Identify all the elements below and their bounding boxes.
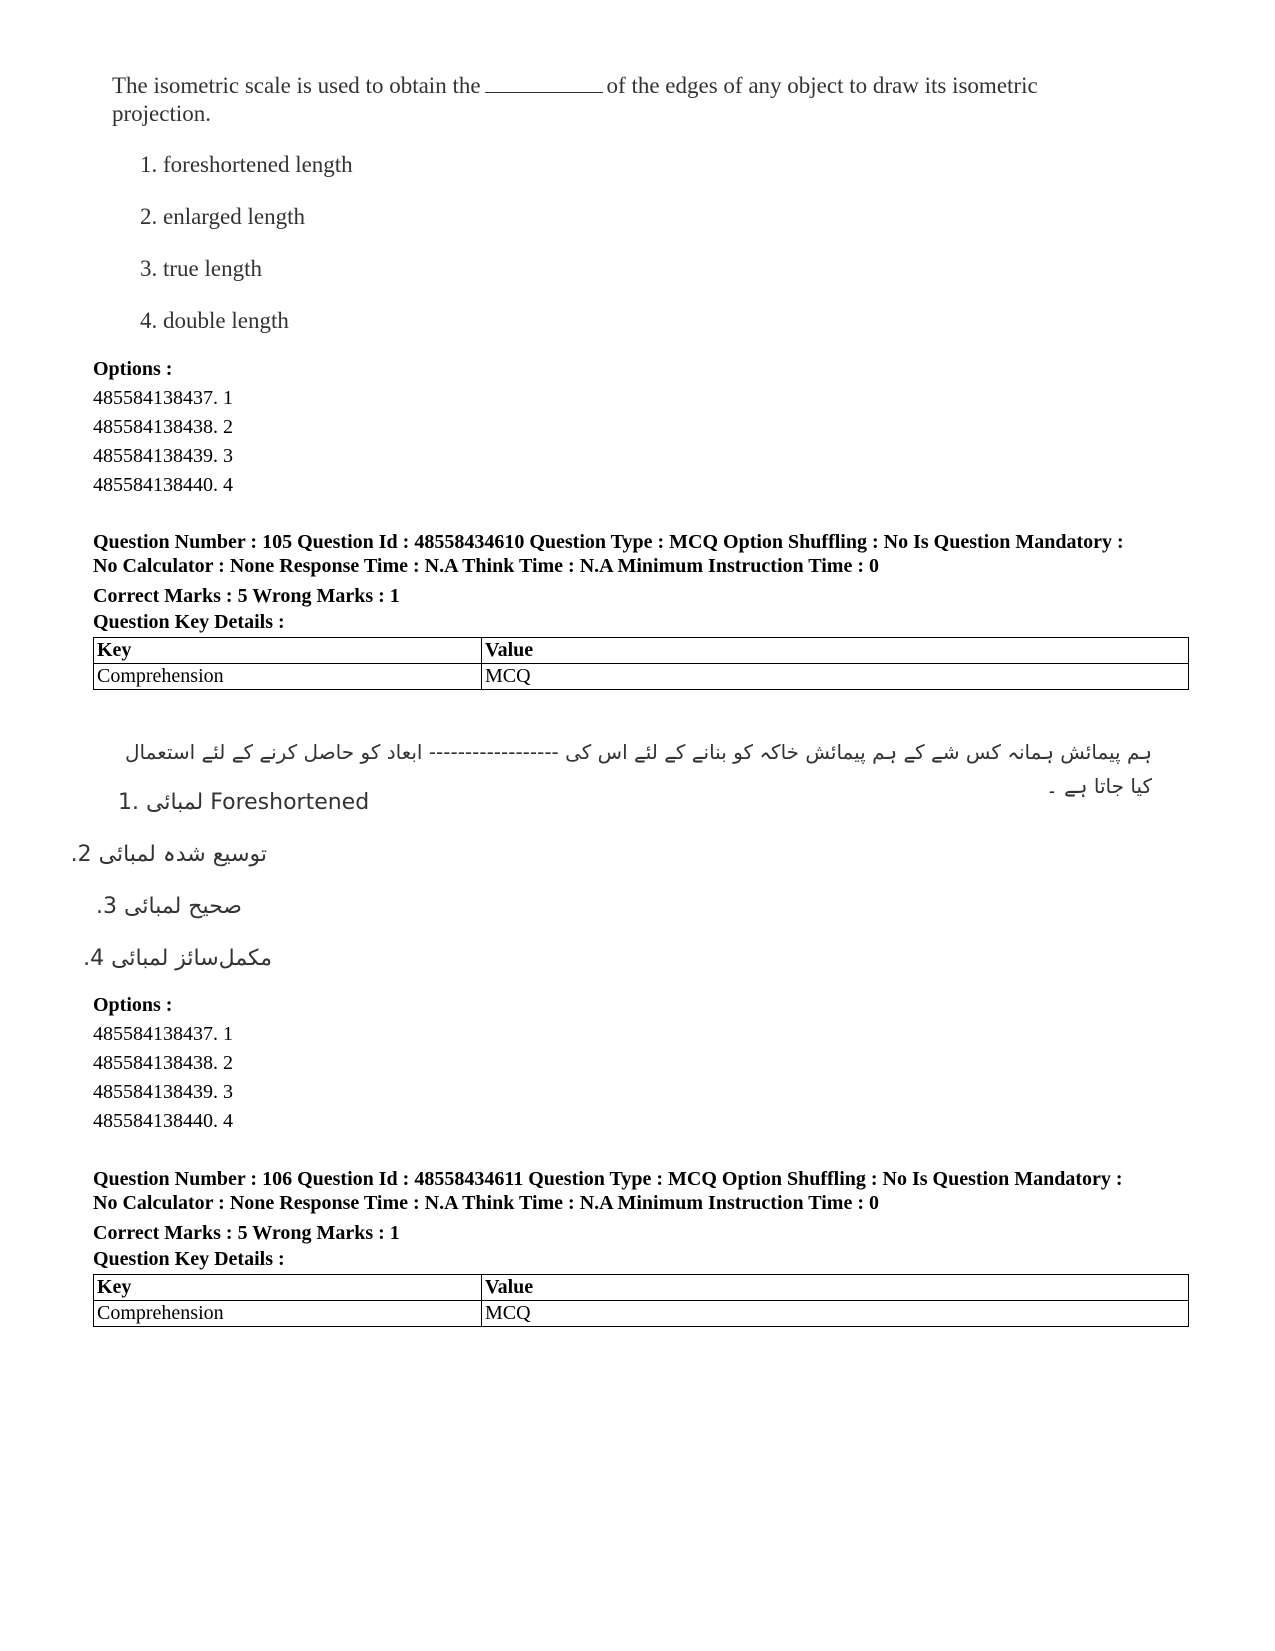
table-row (94, 1301, 1189, 1327)
option-id: 485584138440. 4 (93, 1110, 233, 1132)
choice-number: 4. (83, 946, 105, 971)
option-id: 485584138438. 2 (93, 416, 233, 438)
choice-urdu-text: توسیع شدہ لمبائی (98, 842, 267, 867)
table-cell-value: MCQ (482, 1301, 1189, 1327)
options-label: Options : (93, 994, 173, 1016)
question-105-choice-2 (71, 842, 267, 867)
question-105-meta-line1: Question Number : 105 Question Id : 48558434610 Question Type : MCQ Option Shuffling : No Is Question Mandatory : (93, 531, 1124, 553)
choice-urdu-text: صحیح لمبائی (124, 894, 242, 919)
options-label: Options : (93, 358, 173, 380)
question-105-choice-4 (83, 946, 272, 971)
question-105-stem-urdu-part2: ابعاد کو حاصل کرنے کے لئے استعمال کیا جاتا ہے ۔ (125, 740, 1152, 798)
question-104-choice-4: 4. double length (140, 308, 289, 333)
choice-latin-text: Foreshortened (210, 790, 370, 815)
question-104-stem-part1: The isometric scale is used to obtain the (112, 73, 481, 98)
question-104-stem (112, 72, 1112, 128)
table-header-value: Value (482, 638, 1189, 664)
question-106-meta-line1: Question Number : 106 Question Id : 48558434611 Question Type : MCQ Option Shuffling : No Is Question Mandatory : (93, 1168, 1123, 1190)
question-105-meta (93, 530, 1193, 634)
question-106-key-table (93, 1274, 1189, 1327)
option-id: 485584138438. 2 (93, 1052, 233, 1074)
question-105-stem-blank: ------------------ (428, 740, 559, 764)
question-104-choice-3: 3. true length (140, 256, 262, 281)
question-105-stem-urdu-part1: ہم پیمائش ہمانہ کس شے کے ہم پیمائش خاکہ کو بنانے کے لئے اس کی (565, 740, 1152, 764)
table-cell-key: Comprehension (94, 664, 482, 690)
option-id: 485584138440. 4 (93, 474, 233, 496)
option-id: 485584138437. 1 (93, 387, 233, 409)
question-105-meta-line2: No Calculator : None Response Time : N.A Think Time : N.A Minimum Instruction Time : 0 (93, 555, 879, 577)
question-104-choice-1: 1. foreshortened length (140, 152, 353, 177)
question-105-choice-1 (118, 790, 369, 815)
question-106-meta-line2: No Calculator : None Response Time : N.A Think Time : N.A Minimum Instruction Time : 0 (93, 1192, 879, 1214)
table-row (94, 664, 1189, 690)
table-header-key: Key (94, 1275, 482, 1301)
question-104-stem-part2: of the edges of any object to draw its isometric projection. (112, 73, 1038, 126)
table-header-row (94, 638, 1189, 664)
question-105-image (70, 735, 1162, 971)
question-105-key-table (93, 637, 1189, 690)
question-105-options (93, 991, 233, 1136)
answer-blank (485, 74, 603, 93)
table-header-row (94, 1275, 1189, 1301)
question-104-choice-2: 2. enlarged length (140, 204, 305, 229)
option-id: 485584138437. 1 (93, 1023, 233, 1045)
question-106-marks: Correct Marks : 5 Wrong Marks : 1 (93, 1222, 400, 1244)
table-header-key: Key (94, 638, 482, 664)
choice-urdu-text: مکمل‌سائز لمبائی (111, 946, 272, 971)
question-104-options (93, 355, 233, 500)
question-104-image (112, 72, 1112, 333)
question-106-key-details-label: Question Key Details : (93, 1248, 285, 1270)
table-cell-value: MCQ (482, 664, 1189, 690)
choice-number: 3. (96, 894, 118, 919)
table-header-value: Value (482, 1275, 1189, 1301)
table-cell-key: Comprehension (94, 1301, 482, 1327)
choice-number: 1. (118, 790, 139, 815)
option-id: 485584138439. 3 (93, 1081, 233, 1103)
option-id: 485584138439. 3 (93, 445, 233, 467)
choice-urdu-text: لمبائی (146, 790, 204, 815)
question-105-key-details-label: Question Key Details : (93, 611, 285, 633)
question-105-choice-3 (96, 894, 242, 919)
question-106-meta (93, 1167, 1193, 1271)
question-105-marks: Correct Marks : 5 Wrong Marks : 1 (93, 585, 400, 607)
choice-number: 2. (70, 842, 92, 867)
